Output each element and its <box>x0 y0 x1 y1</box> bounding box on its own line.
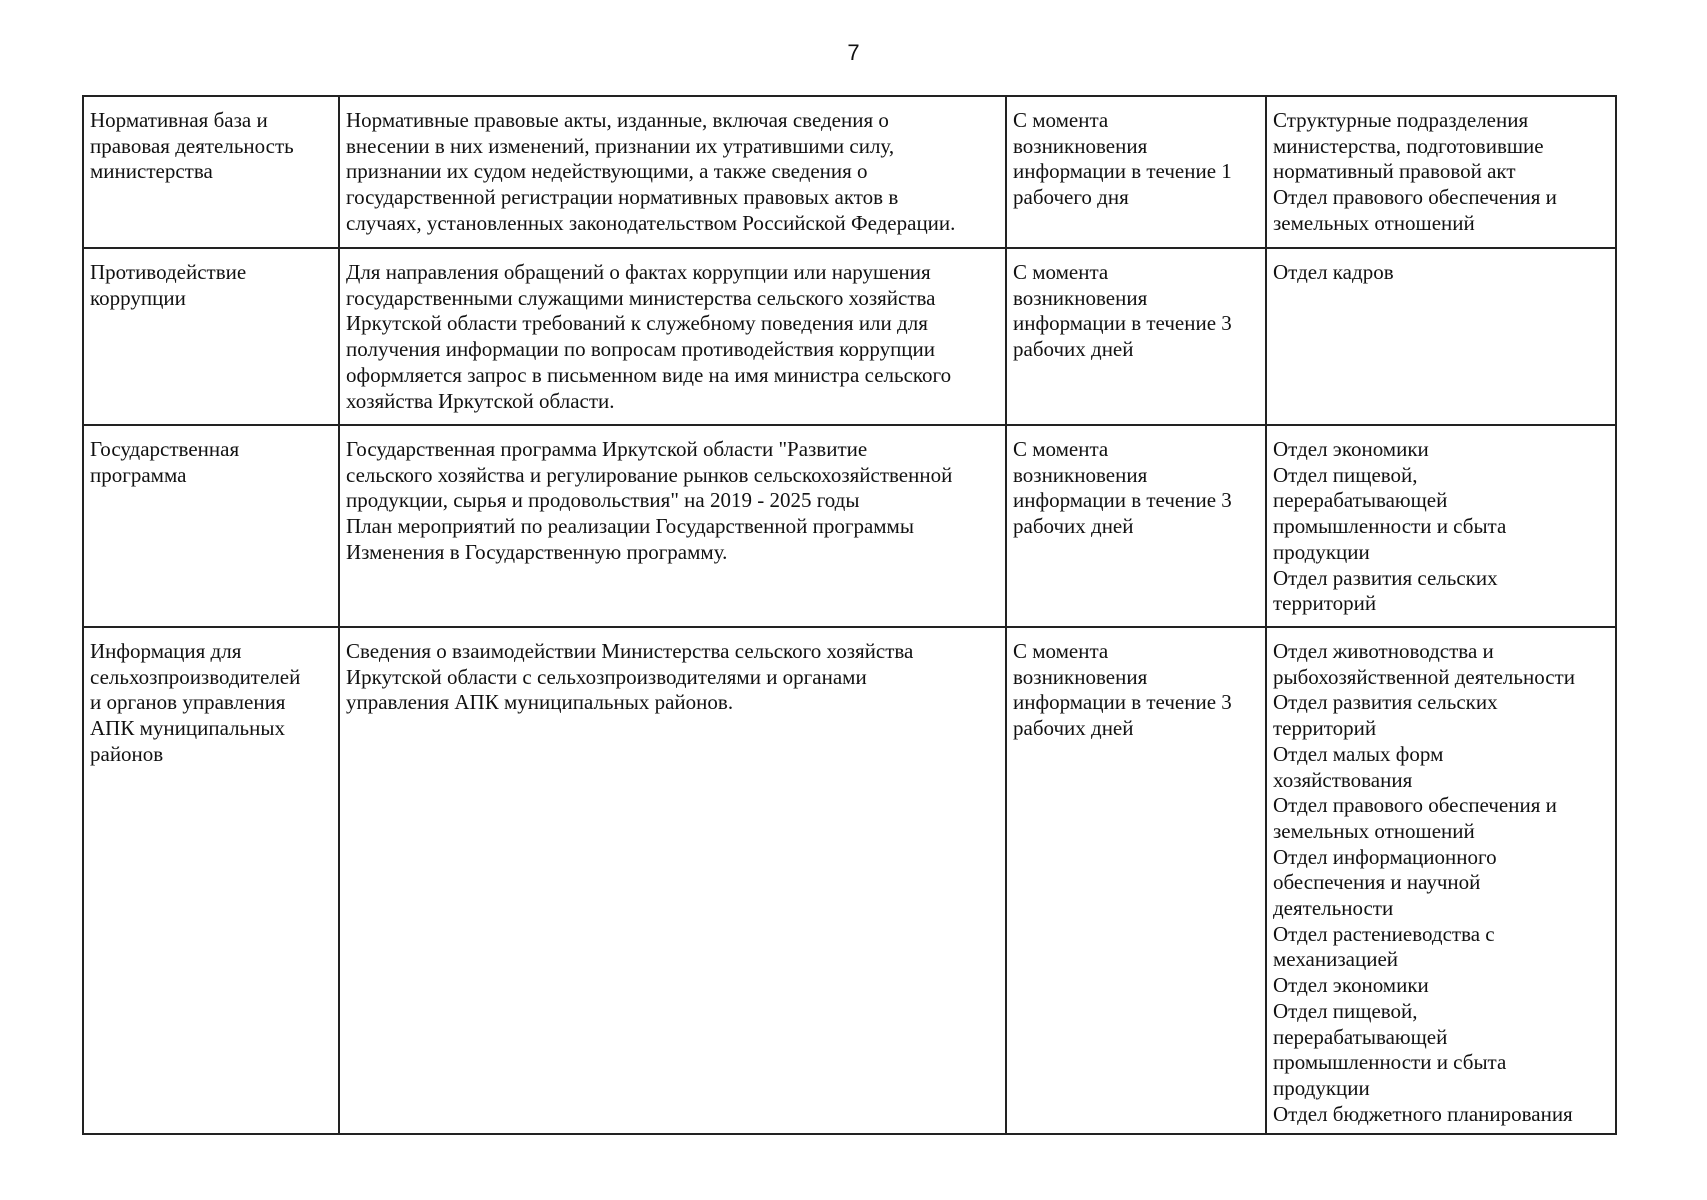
responsible-cell <box>1266 627 1616 1134</box>
content-cell <box>339 96 1006 248</box>
section-line: Противодействие <box>90 260 247 284</box>
section-cell <box>83 425 339 627</box>
content-cell <box>339 248 1006 425</box>
timing-line: С момента <box>1013 639 1109 663</box>
timing-line: рабочего дня <box>1013 185 1129 210</box>
timing-line: рабочих дней <box>1013 716 1134 741</box>
responsible-line: Отдел животноводства и <box>1273 639 1494 663</box>
responsible-line: промышленности и сбыта <box>1273 1050 1507 1075</box>
content-line: Изменения в Государственную программу. <box>346 539 728 564</box>
content-line: План мероприятий по реализации Государственной программы <box>346 514 914 539</box>
responsible-line: Отдел пищевой, <box>1273 998 1418 1023</box>
section-line: Нормативная база и <box>90 108 268 132</box>
timing-line: возникновения <box>1013 664 1148 689</box>
responsible-line: земельных отношений <box>1273 818 1475 843</box>
timing-line: информации в течение 1 <box>1013 159 1232 184</box>
timing-cell <box>1006 248 1266 425</box>
content-cell <box>339 425 1006 627</box>
content-line: хозяйства Иркутской области. <box>346 388 615 413</box>
content-line: государственными служащими министерства сельского хозяйства <box>346 285 936 310</box>
page-number: 7 <box>847 40 860 65</box>
responsible-cell <box>1266 425 1616 627</box>
section-cell <box>83 96 339 248</box>
section-line: программа <box>90 462 187 487</box>
responsible-line: Отдел бюджетного планирования <box>1273 1101 1573 1126</box>
section-line: правовая деятельность <box>90 133 294 158</box>
content-line: государственной регистрации нормативных правовых актов в <box>346 185 899 210</box>
responsible-line: Отдел развития сельских <box>1273 565 1498 590</box>
timing-line: С момента <box>1013 108 1109 132</box>
table-row <box>83 425 1616 627</box>
timing-cell <box>1006 425 1266 627</box>
content-line: управления АПК муниципальных районов. <box>346 690 734 715</box>
timing-line: рабочих дней <box>1013 514 1134 539</box>
responsible-line: промышленности и сбыта <box>1273 514 1507 539</box>
responsible-line: Отдел пищевой, <box>1273 462 1418 487</box>
content-line: Государственная программа Иркутской области "Развитие <box>346 437 868 461</box>
responsible-line: территорий <box>1273 591 1377 616</box>
responsible-line: Отдел малых форм <box>1273 741 1444 766</box>
content-line: внесении в них изменений, признании их утратившими силу, <box>346 133 895 158</box>
responsible-line: рыбохозяйственной деятельности <box>1273 664 1575 689</box>
responsible-line: механизацией <box>1273 947 1399 972</box>
content-line: признании их судом недействующими, а также сведения о <box>346 159 868 184</box>
content-line: Сведения о взаимодействии Министерства сельского хозяйства <box>346 639 914 663</box>
responsible-line: Отдел кадров <box>1273 260 1394 284</box>
timing-line: возникновения <box>1013 133 1148 158</box>
table-row <box>83 627 1616 1134</box>
responsible-line: Отдел экономики <box>1273 437 1429 461</box>
timing-line: информации в течение 3 <box>1013 488 1232 513</box>
content-line: Иркутской области с сельхозпроизводителями и органами <box>346 664 867 689</box>
timing-line: С момента <box>1013 437 1109 461</box>
responsible-line: Структурные подразделения <box>1273 108 1529 132</box>
section-line: АПК муниципальных <box>90 716 285 741</box>
content-cell <box>339 627 1006 1134</box>
section-line: министерства <box>90 159 213 184</box>
responsible-line: перерабатывающей <box>1273 488 1448 513</box>
section-cell <box>83 627 339 1134</box>
section-line: районов <box>90 741 164 766</box>
section-line: Информация для <box>90 639 242 663</box>
content-line: оформляется запрос в письменном виде на имя министра сельского <box>346 362 952 387</box>
content-line: Нормативные правовые акты, изданные, включая сведения о <box>346 108 889 132</box>
responsible-line: перерабатывающей <box>1273 1024 1448 1049</box>
timing-line: информации в течение 3 <box>1013 690 1232 715</box>
responsible-line: территорий <box>1273 716 1377 741</box>
responsible-line: Отдел развития сельских <box>1273 690 1498 715</box>
timing-line: возникновения <box>1013 285 1148 310</box>
timing-line: возникновения <box>1013 462 1148 487</box>
content-line: продукции, сырья и продовольствия" на 2019 - 2025 годы <box>346 488 860 513</box>
content-line: случаях, установленных законодательством Российской Федерации. <box>346 210 956 235</box>
timing-line: информации в течение 3 <box>1013 311 1232 336</box>
information-table <box>82 95 1617 1135</box>
section-line: и органов управления <box>90 690 286 715</box>
content-line: сельского хозяйства и регулирование рынков сельскохозяйственной <box>346 462 953 487</box>
responsible-line: Отдел растениеводства с <box>1273 921 1495 946</box>
timing-cell <box>1006 96 1266 248</box>
responsible-line: Отдел правового обеспечения и <box>1273 185 1557 210</box>
timing-line: С момента <box>1013 260 1109 284</box>
responsible-line: продукции <box>1273 1075 1370 1100</box>
responsible-line: министерства, подготовившие <box>1273 133 1544 158</box>
responsible-line: Отдел правового обеспечения и <box>1273 793 1557 818</box>
timing-line: рабочих дней <box>1013 337 1134 362</box>
responsible-line: земельных отношений <box>1273 210 1475 235</box>
table-row <box>83 248 1616 425</box>
responsible-line: обеспечения и научной <box>1273 870 1481 895</box>
responsible-cell <box>1266 248 1616 425</box>
content-line: Для направления обращений о фактах коррупции или нарушения <box>346 260 931 284</box>
responsible-line: Отдел экономики <box>1273 973 1429 998</box>
content-line: Иркутской области требований к служебному поведения или для <box>346 311 928 336</box>
responsible-line: деятельности <box>1273 896 1394 921</box>
responsible-line: хозяйствования <box>1273 767 1413 792</box>
responsible-line: Отдел информационного <box>1273 844 1497 869</box>
table-row <box>83 96 1616 248</box>
section-line: коррупции <box>90 285 186 310</box>
section-cell <box>83 248 339 425</box>
section-line: сельхозпроизводителей <box>90 664 301 689</box>
responsible-cell <box>1266 96 1616 248</box>
timing-cell <box>1006 627 1266 1134</box>
section-line: Государственная <box>90 437 240 461</box>
responsible-line: нормативный правовой акт <box>1273 159 1516 184</box>
responsible-line: продукции <box>1273 539 1370 564</box>
content-line: получения информации по вопросам противодействия коррупции <box>346 337 936 362</box>
